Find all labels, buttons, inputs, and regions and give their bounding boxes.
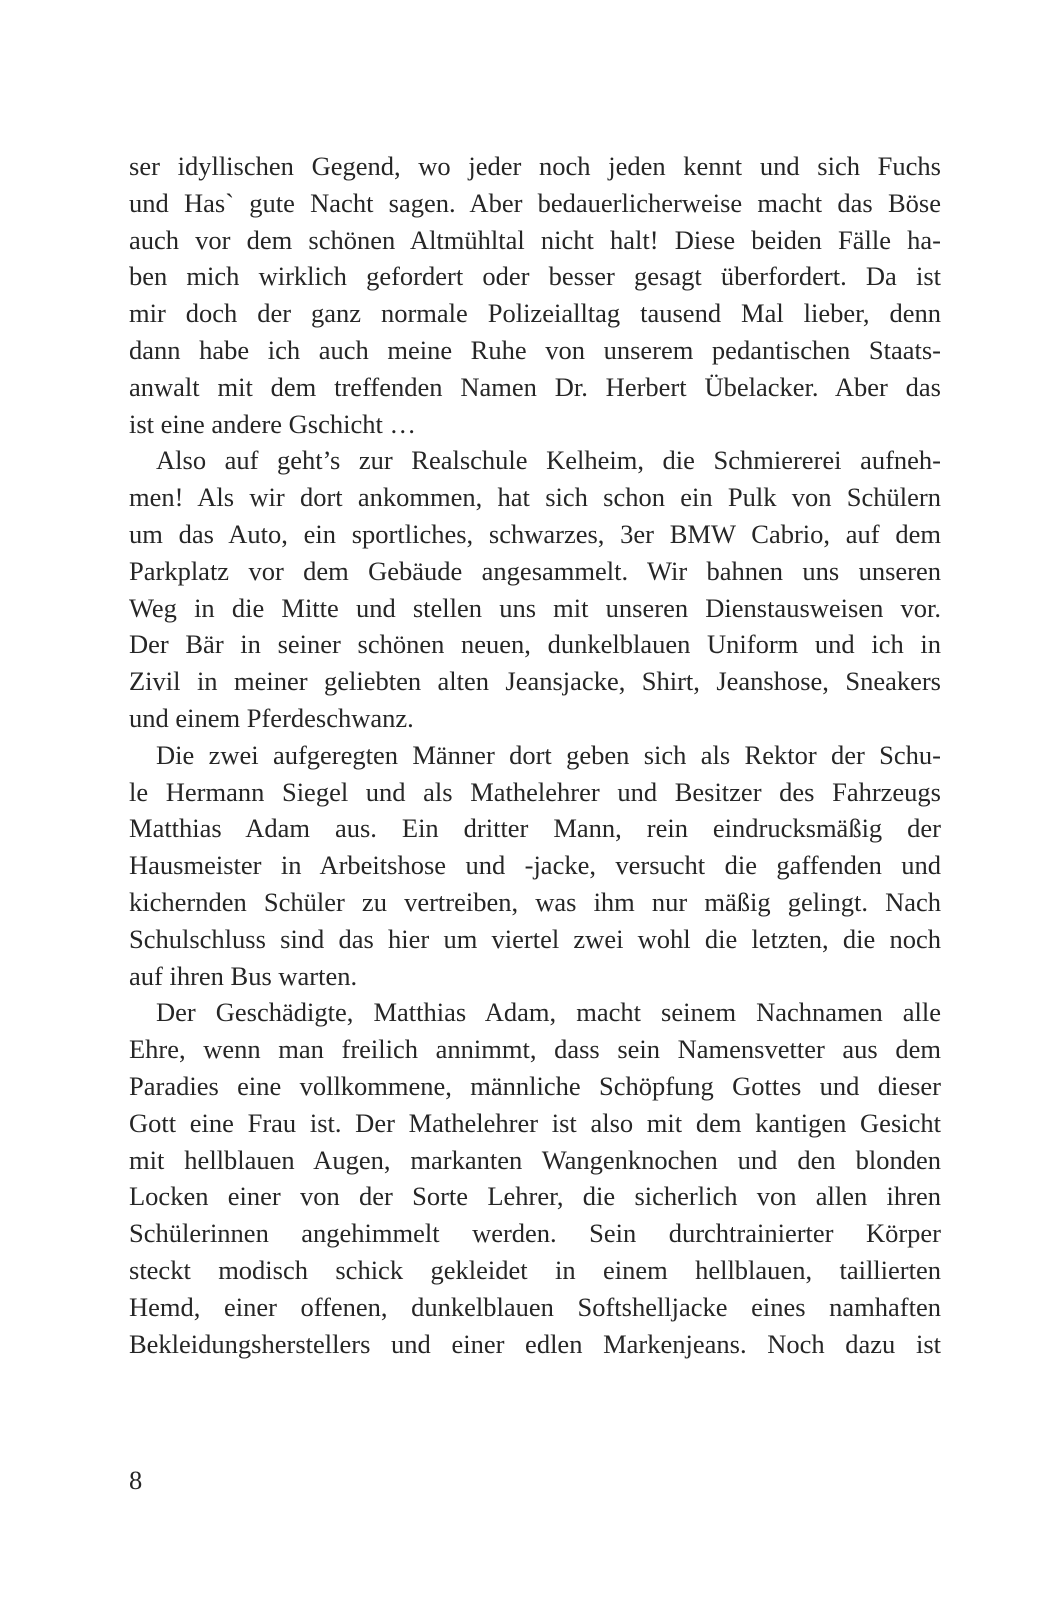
text-line: mit hellblauen Augen, markanten Wangenknochen und den blonden (129, 1144, 941, 1175)
text-line: ist eine andere Gschicht … (129, 408, 416, 439)
text-line: anwalt mit dem treffenden Namen Dr. Herbert Übelacker. Aber das (129, 371, 941, 402)
text-line: steckt modisch schick gekleidet in einem hellblauen, taillierten (129, 1254, 941, 1285)
text-line: mir doch der ganz normale Polizeialltag tausend Mal lieber, denn (129, 298, 941, 329)
text-line: ben mich wirklich gefordert oder besser gesagt überfordert. Da ist (129, 261, 941, 292)
page-number: 8 (129, 1465, 143, 1495)
text-line: ser idyllischen Gegend, wo jeder noch jeden kennt und sich Fuchs (129, 151, 941, 181)
text-line: Schülerinnen angehimmelt werden. Sein durchtrainierter Körper (129, 1218, 941, 1249)
text-line: Parkplatz vor dem Gebäude angesammelt. Wir bahnen uns unseren (129, 555, 941, 586)
text-line: Zivil in meiner geliebten alten Jeansjacke, Shirt, Jeanshose, Sneakers (129, 666, 941, 697)
paragraph-4 (129, 994, 941, 1362)
paragraph-2 (129, 442, 941, 736)
text-line: Schulschluss sind das hier um viertel zwei wohl die letzten, die noch (129, 923, 941, 954)
text-line: Die zwei aufgeregten Männer dort geben sich als Rektor der Schu- (156, 739, 941, 770)
text-line: dann habe ich auch meine Ruhe von unserem pedantischen Staats- (129, 334, 941, 365)
paragraph-1 (129, 148, 941, 442)
body-text (129, 148, 941, 1362)
text-line: und einem Pferdeschwanz. (129, 702, 414, 733)
text-line: Weg in die Mitte und stellen uns mit unseren Dienstausweisen vor. (129, 592, 941, 623)
text-line: men! Als wir dort ankommen, hat sich schon ein Pulk von Schülern (129, 482, 941, 513)
text-line: auf ihren Bus warten. (129, 960, 358, 991)
text-line: Hausmeister in Arbeitshose und -jacke, versucht die gaffenden und (129, 850, 941, 881)
text-line: Hemd, einer offenen, dunkelblauen Softshelljacke eines namhaften (129, 1291, 941, 1322)
text-line: le Hermann Siegel und als Mathelehrer und Besitzer des Fahrzeugs (129, 776, 941, 807)
text-line: Der Geschädigte, Matthias Adam, macht seinem Nachnamen alle (156, 997, 941, 1028)
text-line: Paradies eine vollkommene, männliche Schöpfung Gottes und dieser (129, 1070, 941, 1101)
text-line: Also auf geht’s zur Realschule Kelheim, die Schmiererei aufneh- (156, 445, 941, 476)
text-line: Matthias Adam aus. Ein dritter Mann, rein eindrucksmäßig der (129, 813, 941, 844)
text-line: Bekleidungsherstellers und einer edlen Markenjeans. Noch dazu ist (129, 1328, 941, 1359)
text-line: und Has` gute Nacht sagen. Aber bedauerlicherweise macht das Böse (129, 187, 941, 218)
text-line: Ehre, wenn man freilich annimmt, dass sein Namensvetter aus dem (129, 1034, 941, 1065)
text-line: kichernden Schüler zu vertreiben, was ihm nur mäßig gelingt. Nach (129, 886, 941, 917)
paragraph-3 (129, 737, 941, 995)
text-line: um das Auto, ein sportliches, schwarzes, 3er BMW Cabrio, auf dem (129, 518, 941, 549)
text-line: Gott eine Frau ist. Der Mathelehrer ist also mit dem kantigen Gesicht (129, 1107, 941, 1138)
text-line: Locken einer von der Sorte Lehrer, die sicherlich von allen ihren (129, 1181, 941, 1212)
text-line: Der Bär in seiner schönen neuen, dunkelblauen Uniform und ich in (129, 629, 941, 660)
text-line: auch vor dem schönen Altmühltal nicht halt! Diese beiden Fälle ha- (129, 224, 941, 255)
